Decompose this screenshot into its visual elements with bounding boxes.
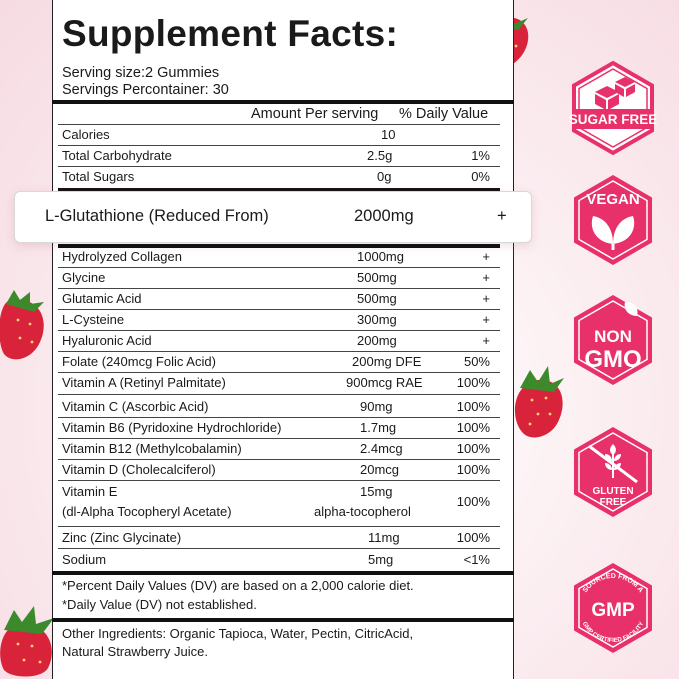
nutrient-dv: 100%: [456, 420, 490, 435]
gluten-label: GLUTEN: [592, 486, 634, 497]
nutrient-amount: 1.7mg: [360, 420, 397, 435]
nutrient-name: Total Carbohydrate: [62, 148, 172, 163]
nutrient-dv: +: [482, 312, 490, 327]
table-row: [62, 373, 496, 393]
nutrient-dv: 0%: [471, 169, 490, 184]
nutrient-amount: 10: [381, 127, 396, 142]
nutrient-name: L-Cysteine: [62, 312, 125, 327]
nutrient-dv: 100%: [456, 375, 490, 390]
table-row: [62, 289, 496, 309]
divider: [58, 548, 500, 549]
table-row: [62, 460, 496, 480]
nutrient-name: Vitamin A (Retinyl Palmitate): [62, 375, 226, 390]
highlight-amount: 2000mg: [354, 207, 414, 225]
percent-dv-note: *Percent Daily Values (DV) are based on a 2,000 calorie diet.: [62, 578, 414, 593]
table-row: [62, 418, 496, 438]
wheat-crossed-icon: [565, 424, 661, 520]
nutrient-amount: 200mg: [357, 333, 397, 348]
table-row: [62, 310, 496, 330]
nutrient-name: Hyaluronic Acid: [62, 333, 152, 348]
divider: [58, 394, 500, 395]
nutrient-amount: 0g: [377, 169, 392, 184]
table-row: [62, 146, 496, 166]
non-gmo-badge: [565, 292, 661, 388]
nutrient-dv: 50%: [463, 354, 490, 369]
divider: [58, 526, 500, 527]
nutrient-dv: 100%: [456, 462, 490, 477]
nutrient-dv: <1%: [463, 552, 490, 567]
nutrient-name: Glycine: [62, 270, 106, 285]
nutrient-name: Glutamic Acid: [62, 291, 142, 306]
nutrient-dv: +: [482, 333, 490, 348]
strawberry-decoration-left: [0, 290, 50, 370]
glutathione-highlight-row: [14, 191, 532, 243]
non-label: NON: [594, 327, 632, 346]
divider-thick: [52, 571, 514, 575]
nutrient-amount: 20mcg: [360, 462, 400, 477]
vegan-label: VEGAN: [586, 191, 640, 208]
table-row: [62, 331, 496, 351]
nutrient-name: Total Sugars: [62, 169, 135, 184]
other-ingredients-line-2: Natural Strawberry Juice.: [62, 644, 208, 659]
gmp-seal-icon: [565, 560, 661, 656]
nutrient-amount: 15mg: [360, 484, 393, 499]
highlight-name: L-Glutathione (Reduced From): [45, 207, 269, 225]
table-row: [62, 247, 496, 267]
table-row: [62, 167, 496, 187]
table-row: [62, 352, 496, 372]
nutrient-amount: 5mg: [368, 552, 394, 567]
table-row: [62, 482, 496, 522]
strawberry-decoration-right: [508, 362, 568, 444]
table-row: [62, 125, 496, 145]
nutrient-dv: 100%: [456, 441, 490, 456]
nutrient-name: Sodium: [62, 552, 107, 567]
nutrient-dv: 100%: [456, 530, 490, 545]
nutrient-name: Vitamin C (Ascorbic Acid): [62, 399, 209, 414]
nutrient-amount: 2.4mcg: [360, 441, 403, 456]
nutrient-name: Calories: [62, 127, 110, 142]
nutrient-amount: 2.5g: [367, 148, 393, 163]
highlight-dv: +: [497, 207, 507, 225]
header-daily-value: % Daily Value: [399, 106, 489, 122]
gmp-ring-bottom: GMP CERTIFIED FACILITY: [580, 621, 646, 645]
nutrient-amount: 900mcg RAE: [346, 375, 423, 390]
facts-title: Supplement Facts:: [62, 13, 399, 54]
nutrient-name-detail: (dl-Alpha Tocopheryl Acetate): [62, 504, 232, 519]
nutrient-dv: 100%: [456, 494, 490, 509]
nutrient-amount: 11mg: [368, 530, 400, 545]
nutrient-name: Vitamin B6 (Pyridoxine Hydrochloride): [62, 420, 282, 435]
nutrient-amount: 500mg: [357, 291, 397, 306]
table-row: [62, 397, 496, 417]
nutrient-dv: +: [482, 291, 490, 306]
nutrient-dv: 100%: [456, 399, 490, 414]
table-row: [62, 268, 496, 288]
nutrient-name: Folate (240mcg Folic Acid): [62, 354, 216, 369]
divider: [58, 480, 500, 481]
gmp-badge: [565, 560, 661, 656]
header-amount: Amount Per serving: [251, 106, 379, 122]
table-row: [62, 528, 496, 548]
table-row: [62, 550, 496, 570]
nutrient-amount: 90mg: [360, 399, 393, 414]
divider-thick: [52, 100, 514, 104]
gmp-ring-top: SOURCED FROM A: [581, 572, 645, 595]
nutrient-name: Vitamin B12 (Methylcobalamin): [62, 441, 242, 456]
nutrient-dv: +: [482, 249, 490, 264]
leaf-icon: [565, 172, 661, 268]
divider-thick: [52, 618, 514, 622]
strawberry-decoration-bottom-left: [0, 604, 60, 679]
sugar-free-badge: [565, 60, 661, 156]
nutrient-name: Vitamin E: [62, 484, 118, 499]
nutrient-amount: 300mg: [357, 312, 397, 327]
nutrient-dv: +: [482, 270, 490, 285]
nutrient-amount: 1000mg: [357, 249, 404, 264]
sugar-free-label: SUGAR FREE: [568, 112, 658, 127]
nutrient-amount-detail: alpha-tocopherol: [314, 504, 411, 519]
table-row: [62, 439, 496, 459]
nutrient-name: Hydrolyzed Collagen: [62, 249, 182, 264]
gmp-label: GMP: [591, 600, 635, 621]
nutrient-name: Zinc (Zinc Glycinate): [62, 530, 182, 545]
gmo-label: GMO: [584, 346, 642, 373]
free-label: FREE: [599, 497, 627, 508]
serving-size: Serving size:2 Gummies: [62, 65, 220, 81]
other-ingredients-line-1: Other Ingredients: Organic Tapioca, Water, Pectin, CitricAcid,: [62, 626, 414, 641]
nutrient-amount: 500mg: [357, 270, 397, 285]
servings-per-container: Servings Percontainer: 30: [62, 82, 229, 98]
nutrient-name: Vitamin D (Cholecalciferol): [62, 462, 216, 477]
gluten-free-badge: [565, 424, 661, 520]
non-gmo-leaf-icon: [565, 292, 661, 388]
sugar-cube-icon: [565, 60, 661, 156]
vegan-badge: [565, 172, 661, 268]
dv-not-established-note: *Daily Value (DV) not established.: [62, 597, 257, 612]
nutrient-amount: 200mg DFE: [352, 354, 422, 369]
nutrient-dv: 1%: [471, 148, 490, 163]
